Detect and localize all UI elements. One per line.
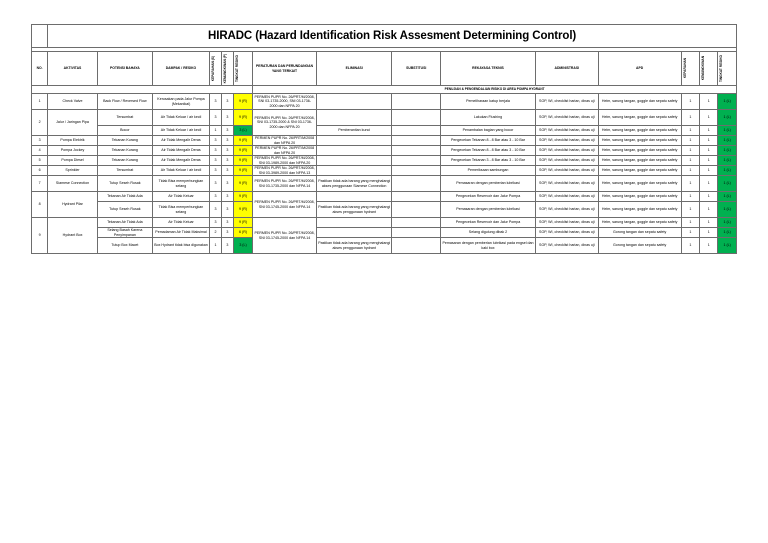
cell-peraturan: PERMEN PUPR No. 26/PRT/M/2008, SNI 03-1735-2000 & SNI 03-1736-2000 dan NFPA 20 (253, 110, 317, 136)
cell-kemungkinan-after: 1 (700, 156, 718, 166)
cell-kemungkinan: 3 (221, 94, 233, 110)
cell-keparahan-after: 1 (681, 94, 699, 110)
col-apd: APD (598, 52, 681, 86)
cell-potensi-bahaya: Tekanan Kurang (97, 136, 152, 146)
cell-kemungkinan: 3 (221, 192, 233, 202)
table-row (32, 218, 737, 228)
cell-tingkat-resiko-after: 1 (L) (718, 176, 737, 192)
cell-kemungkinan: 3 (221, 110, 233, 126)
cell-kemungkinan-after: 1 (700, 202, 718, 218)
cell-rekayasa-teknis: Lakukan Flushing (441, 110, 536, 126)
col-kemungkinan-after: KEMUNGKINAN (700, 52, 718, 86)
cell-tingkat-resiko: 9 (R) (233, 110, 252, 126)
cell-potensi-bahaya: Tersumbat (97, 166, 152, 176)
cell-apd: Helm, sarung tangan, goggle dan sepatu safety (598, 192, 681, 202)
cell-administrasi: SOP, WI, checklist harian, dinas uji (535, 192, 598, 202)
cell-substitusi (392, 176, 441, 192)
cell-administrasi: SOP, WI, checklist harian, dinas uji (535, 176, 598, 192)
cell-tingkat-resiko-after: 1 (L) (718, 156, 737, 166)
section-label: PENUJIAN & PENGENDALIAN RISIKO DI AREA POMPA HYDRANT (253, 86, 737, 94)
cell-keparahan-after: 1 (681, 238, 699, 254)
cell-no: 9 (32, 218, 48, 254)
cell-kemungkinan-after: 1 (700, 228, 718, 238)
cell-no: 7 (32, 176, 48, 192)
cell-potensi-bahaya: Selang Basah Karena Penyimpanan (97, 228, 152, 238)
cell-administrasi: SOP, WI, checklist harian, dinas uji (535, 156, 598, 166)
cell-substitusi (392, 146, 441, 156)
cell-eliminasi: Pastikan tidak ada barang yang menghalangi akses penggunaan hydrant (316, 202, 392, 218)
cell-administrasi: SOP, WI, checklist harian, dinas uji (535, 238, 598, 254)
col-tingkat-resiko: TINGKAT RESIKO (233, 52, 252, 86)
table-row (32, 94, 737, 110)
cell-substitusi (392, 238, 441, 254)
cell-kemungkinan-after: 1 (700, 126, 718, 136)
col-substitusi: SUBSTITUSI (392, 52, 441, 86)
cell-rekayasa-teknis: Pengecekan Tekanan 3 - 8 Bar atau 3 - 10 Bar (441, 156, 536, 166)
col-tingkat-resiko-after: TINGKAT RESIKO (718, 52, 737, 86)
table-body (32, 94, 737, 254)
cell-kemungkinan-after: 1 (700, 176, 718, 192)
cell-keparahan: 3 (210, 146, 222, 156)
cell-keparahan-after: 1 (681, 110, 699, 126)
cell-eliminasi (316, 166, 392, 176)
cell-kemungkinan: 3 (221, 202, 233, 218)
cell-apd: Helm, sarung tangan, goggle dan sepatu safety (598, 156, 681, 166)
cell-keparahan: 3 (210, 110, 222, 126)
cell-apd: Helm, sarung tangan, goggle dan sepatu safety (598, 146, 681, 156)
cell-aktivitas: Hydrant Pilar (48, 192, 98, 218)
cell-administrasi: SOP, WI, checklist harian, dinas uji (535, 126, 598, 136)
cell-kemungkinan-after: 1 (700, 218, 718, 228)
cell-apd: Helm, sarung tangan, goggle dan sepatu safety (598, 202, 681, 218)
cell-administrasi: SOP, WI, checklist harian, dinas uji (535, 228, 598, 238)
cell-substitusi (392, 228, 441, 238)
cell-eliminasi (316, 218, 392, 228)
cell-aktivitas: Check Valve (48, 94, 98, 110)
table-row (32, 110, 737, 126)
cell-tingkat-resiko: 3 (L) (233, 126, 252, 136)
cell-kemungkinan: 3 (221, 176, 233, 192)
cell-keparahan: 1 (210, 126, 222, 136)
cell-rekayasa-teknis: Pengecekan Reservoir dan Jalur Pompa (441, 192, 536, 202)
cell-administrasi: SOP, WI, checklist harian, dinas uji (535, 136, 598, 146)
cell-keparahan-after: 1 (681, 156, 699, 166)
cell-rekayasa-teknis: Pemasaran dengan pemberian lubrikasi (441, 176, 536, 192)
cell-apd: Helm, sarung tangan, goggle dan sepatu safety (598, 94, 681, 110)
cell-tingkat-resiko-after: 1 (L) (718, 238, 737, 254)
cell-peraturan: PERMEN PUPR No. 26/PRT/M/2008 dan NFPA 20 (253, 136, 317, 146)
cell-rekayasa-teknis: Pemasaran dengan pemberian lubrikasi (441, 202, 536, 218)
cell-eliminasi (316, 156, 392, 166)
cell-dampak: Kerusakan pada Jalur Pompa (Mekanikal) (152, 94, 209, 110)
cell-kemungkinan-after: 1 (700, 146, 718, 156)
table-row (32, 238, 737, 254)
cell-substitusi (392, 136, 441, 146)
cell-tingkat-resiko-after: 1 (L) (718, 218, 737, 228)
cell-administrasi: SOP, WI, checklist harian, dinas uji (535, 166, 598, 176)
cell-tingkat-resiko-after: 1 (L) (718, 136, 737, 146)
cell-substitusi (392, 218, 441, 228)
cell-tingkat-resiko: 9 (R) (233, 94, 252, 110)
table-row (32, 202, 737, 218)
cell-apd: Helm, sarung tangan, goggle dan sepatu safety (598, 166, 681, 176)
cell-no: 2 (32, 110, 48, 136)
hiradc-sheet (31, 24, 737, 254)
cell-keparahan-after: 1 (681, 126, 699, 136)
col-administrasi: ADMINISTRASI (535, 52, 598, 86)
table-row (32, 146, 737, 156)
cell-tingkat-resiko-after: 1 (L) (718, 146, 737, 156)
cell-dampak: Box Hydrant tidak bisa digunakan (152, 238, 209, 254)
cell-tingkat-resiko-after: 1 (L) (718, 202, 737, 218)
cell-apd: Gorong tangan dan sepatu safety (598, 238, 681, 254)
cell-kemungkinan: 3 (221, 126, 233, 136)
table-row (32, 176, 737, 192)
cell-kemungkinan-after: 1 (700, 94, 718, 110)
col-peraturan: PERATURAN DAN PERUNDANGAN YANG TERKAIT (253, 52, 317, 86)
cell-rekayasa-teknis: Pengecekan Tekanan 8 - 8 Bar atau 3 - 10 Bar (441, 136, 536, 146)
cell-potensi-bahaya: Bocor (97, 126, 152, 136)
cell-kemungkinan: 3 (221, 166, 233, 176)
cell-substitusi (392, 156, 441, 166)
col-rekayasa-teknis: REKAYASA TEKNIS (441, 52, 536, 86)
cell-rekayasa-teknis: Penambalan bagian yang bocor (441, 126, 536, 136)
cell-keparahan: 3 (210, 202, 222, 218)
cell-potensi-bahaya: Tekanan Air Tidak Ada (97, 218, 152, 228)
cell-potensi-bahaya: Tutup Seseh Rusak (97, 202, 152, 218)
table-row (32, 156, 737, 166)
cell-keparahan-after: 1 (681, 218, 699, 228)
cell-no: 1 (32, 94, 48, 110)
cell-kemungkinan: 3 (221, 146, 233, 156)
cell-substitusi (392, 110, 441, 126)
cell-tingkat-resiko-after: 1 (L) (718, 228, 737, 238)
cell-keparahan: 1 (210, 238, 222, 254)
cell-no: 6 (32, 166, 48, 176)
cell-kemungkinan: 3 (221, 136, 233, 146)
col-aktivitas: AKTIVITAS (48, 52, 98, 86)
cell-aktivitas: Hydrant Box (48, 218, 98, 254)
cell-no: 4 (32, 146, 48, 156)
cell-dampak: Air Tidak Keluar (152, 192, 209, 202)
cell-kemungkinan-after: 1 (700, 166, 718, 176)
cell-keparahan: 3 (210, 176, 222, 192)
cell-keparahan-after: 1 (681, 202, 699, 218)
cell-rekayasa-teknis: Selang digulung dibak 2 (441, 228, 536, 238)
cell-aktivitas: Siamese Connection (48, 176, 98, 192)
cell-aktivitas: Pompa Elektrik (48, 136, 98, 146)
cell-tingkat-resiko: 9 (R) (233, 146, 252, 156)
cell-rekayasa-teknis: Pemasaran dengan pemberian lubrikasi pada engsel dan kaki box (441, 238, 536, 254)
cell-kemungkinan-after: 1 (700, 238, 718, 254)
cell-no: 5 (32, 156, 48, 166)
cell-keparahan-after: 1 (681, 136, 699, 146)
cell-rekayasa-teknis: Pengecekan Reservoir dan Jalur Pompa (441, 218, 536, 228)
cell-eliminasi (316, 136, 392, 146)
title-left-blank (32, 25, 48, 48)
cell-administrasi: SOP, WI, checklist harian, dinas uji (535, 202, 598, 218)
cell-kemungkinan: 3 (221, 228, 233, 238)
cell-potensi-bahaya: Tutup Box Macet (97, 238, 152, 254)
cell-peraturan: PERMEN PUPR No. 26/PRT/M/2008, SNI 03-3989-2000 dan NFPA 13 (254, 166, 315, 175)
table-row (32, 228, 737, 238)
cell-apd: Helm, sarung tangan, goggle dan sepatu safety (598, 176, 681, 192)
cell-dampak: Air Tidak Mengalir Deras (152, 156, 209, 166)
cell-substitusi (392, 192, 441, 202)
cell-keparahan: 3 (210, 192, 222, 202)
cell-peraturan: PERMEN PUPR No. 26/PRT/M/2008, SNI 03-1989-2000 dan NFPA 20 (254, 156, 315, 165)
hiradc-table (31, 24, 737, 254)
cell-dampak: Air Tidak Mengalir Deras (152, 136, 209, 146)
cell-dampak: Tidak Bisa memperbungkan selang (152, 176, 209, 192)
section-blank (32, 86, 253, 94)
cell-tingkat-resiko: 9 (R) (233, 136, 252, 146)
cell-aktivitas: Sprinkler (48, 166, 98, 176)
cell-keparahan: 3 (210, 156, 222, 166)
cell-keparahan: 3 (210, 136, 222, 146)
cell-dampak: Air Tidak Keluar / air kecil (152, 166, 209, 176)
cell-kemungkinan-after: 1 (700, 136, 718, 146)
cell-apd: Gorong tangan dan sepatu safety (598, 228, 681, 238)
cell-tingkat-resiko-after: 1 (L) (718, 110, 737, 126)
cell-rekayasa-teknis: Pengecekan Tekanan 8 - 8 Bar atau 3 - 10 Bar (441, 146, 536, 156)
col-kemungkinan: KEMUNGKINAN (P) (221, 52, 233, 86)
cell-tingkat-resiko: 6 (R) (233, 228, 252, 238)
col-eliminasi: ELIMINASI (316, 52, 392, 86)
cell-apd: Helm, sarung tangan, goggle dan sepatu safety (598, 136, 681, 146)
cell-eliminasi (316, 228, 392, 238)
cell-substitusi (392, 166, 441, 176)
cell-dampak: Air Tidak Keluar / air kecil (152, 110, 209, 126)
table-row (32, 166, 737, 176)
cell-apd: Helm, sarung tangan, goggle dan sepatu safety (598, 126, 681, 136)
cell-peraturan: PERMEN PUPR No. 26/PRT/M/2008, SNI 03-1745-2000 dan NFPA 14 (253, 192, 317, 218)
cell-kemungkinan-after: 1 (700, 192, 718, 202)
cell-substitusi (392, 126, 441, 136)
cell-rekayasa-teknis: Pemeriksaan sambungan (441, 166, 536, 176)
cell-aktivitas: Jalur / Jaringan Pipa (48, 110, 98, 136)
table-row (32, 192, 737, 202)
cell-tingkat-resiko: 3 (L) (233, 238, 252, 254)
cell-potensi-bahaya: Tekanan Air Tidak Ada (97, 192, 152, 202)
cell-aktivitas: Pompa Diesel (48, 156, 98, 166)
cell-keparahan-after: 1 (681, 176, 699, 192)
cell-tingkat-resiko: 9 (R) (233, 202, 252, 218)
table-row (32, 126, 737, 136)
cell-apd: Helm, sarung tangan, goggle dan sepatu safety (598, 218, 681, 228)
cell-eliminasi (316, 110, 392, 126)
cell-potensi-bahaya: Tersumbat (97, 110, 152, 126)
cell-administrasi: SOP, WI, checklist harian, dinas uji (535, 146, 598, 156)
cell-no: 3 (32, 136, 48, 146)
cell-dampak: Pemadaman Air Tidak Maksimal (152, 228, 209, 238)
cell-keparahan-after: 1 (681, 192, 699, 202)
cell-substitusi (392, 202, 441, 218)
cell-peraturan: PERMEN PUPR No. 26/PRT/M/2008 dan NFPA 20 (253, 146, 317, 156)
cell-potensi-bahaya: Back Flow / Reversed Flow (97, 94, 152, 110)
cell-peraturan: PERMEN PUPR No. 26/PRT/M/2008, SNI 03-1735-2000 dan NFPA 14 (253, 176, 317, 192)
cell-eliminasi (316, 192, 392, 202)
cell-keparahan: 2 (210, 228, 222, 238)
cell-administrasi: SOP, WI, checklist harian, dinas uji (535, 110, 598, 126)
col-keparahan-after: KEPARAHAN (681, 52, 699, 86)
cell-apd: Helm, sarung tangan, goggle dan sepatu safety (598, 110, 681, 126)
cell-tingkat-resiko: 9 (R) (233, 176, 252, 192)
cell-keparahan-after: 1 (681, 146, 699, 156)
cell-administrasi: SOP, WI, checklist harian, dinas uji (535, 94, 598, 110)
cell-potensi-bahaya: Tekanan Kurang (97, 156, 152, 166)
cell-no: 8 (32, 192, 48, 218)
page-title: HIRADC (Hazard Identification Risk Assesment Determining Control) (48, 25, 737, 48)
cell-rekayasa-teknis: Pemeliharaan katup berjala (441, 94, 536, 110)
cell-tingkat-resiko: 9 (R) (233, 218, 252, 228)
cell-dampak: Air Tidak Mengalir Deras (152, 146, 209, 156)
cell-dampak: Air Tidak Keluar / air kecil (152, 126, 209, 136)
cell-eliminasi: Pastikan tidak ada barang yang menghalangi akses penggunaan Siamese Connection (316, 176, 392, 192)
cell-potensi-bahaya: Tutup Seseh Rusak (97, 176, 152, 192)
cell-keparahan-after: 1 (681, 228, 699, 238)
cell-keparahan: 3 (210, 166, 222, 176)
col-keparahan: KEPARAHAN (S) (210, 52, 222, 86)
cell-eliminasi (316, 94, 392, 110)
cell-dampak: Tidak Bisa memperbungkan selang (152, 202, 209, 218)
cell-eliminasi (316, 146, 392, 156)
cell-tingkat-resiko-after: 1 (L) (718, 94, 737, 110)
table-row (32, 136, 737, 146)
cell-tingkat-resiko-after: 1 (L) (718, 126, 737, 136)
col-dampak: DAMPAK / RESIKO (152, 52, 209, 86)
col-no: NO. (32, 52, 48, 86)
cell-administrasi: SOP, WI, checklist harian, dinas uji (535, 218, 598, 228)
cell-peraturan: PERMEN PUPR No. 26/PRT/M/2008, SNI 03-1745-2000 dan NFPA 14 (253, 218, 317, 254)
cell-keparahan-after: 1 (681, 166, 699, 176)
cell-kemungkinan: 3 (221, 156, 233, 166)
cell-tingkat-resiko-after: 1 (L) (718, 192, 737, 202)
cell-peraturan: PERMEN PUPR No. 26/PRT/M/2008, SNI 03-1735-2000, SNI 03-1736-2000 dan NFPA 20 (254, 95, 315, 108)
cell-aktivitas: Pompa Jockey (48, 146, 98, 156)
cell-tingkat-resiko-after: 1 (L) (718, 166, 737, 176)
cell-potensi-bahaya: Tekanan Kurang (97, 146, 152, 156)
cell-eliminasi: Pastikan tidak ada barang yang menghalangi akses penggunaan hydrant (316, 238, 392, 254)
cell-tingkat-resiko: 9 (R) (233, 166, 252, 176)
cell-keparahan: 3 (210, 94, 222, 110)
cell-keparahan: 3 (210, 218, 222, 228)
cell-kemungkinan-after: 1 (700, 110, 718, 126)
cell-eliminasi: Pemberantian kunci (316, 126, 392, 136)
cell-tingkat-resiko: 9 (R) (233, 156, 252, 166)
cell-kemungkinan: 3 (221, 238, 233, 254)
cell-dampak: Air Tidak Keluar (152, 218, 209, 228)
cell-tingkat-resiko: 9 (R) (233, 192, 252, 202)
col-potensi-bahaya: POTENSI BAHAYA (97, 52, 152, 86)
cell-kemungkinan: 3 (221, 218, 233, 228)
cell-substitusi (392, 94, 441, 110)
